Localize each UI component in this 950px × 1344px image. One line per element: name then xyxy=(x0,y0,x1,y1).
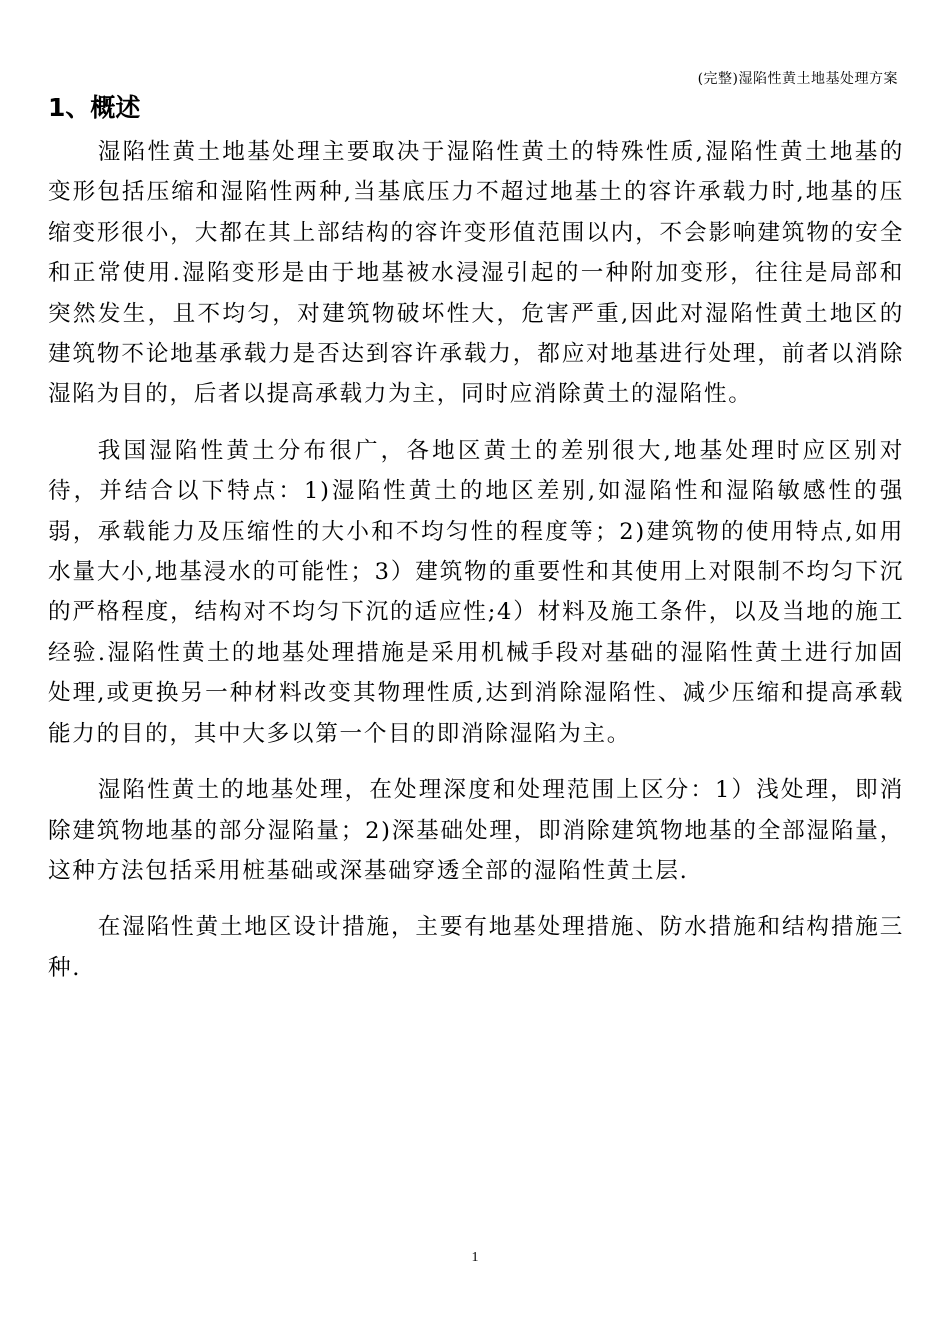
page-number: 1 xyxy=(471,1250,479,1265)
document-header: (完整)湿陷性黄土地基处理方案 xyxy=(697,71,898,87)
paragraph-distribution: 我国湿陷性黄土分布很广，各地区黄土的差别很大,地基处理时应区别对待，并结合以下特点：1)湿陷性黄土的地区差别,如湿陷性和湿陷敏感性的强弱，承载能力及压缩性的大小和不均匀性的程度等；2)建筑物的使用特点,如用水量大小,地基浸水的可能性；3）建筑物的重要性和其使用上对限制不均匀下沉的严格程度，结构对不均匀下沉的适应性;4）材料及施工条件，以及当地的施工经验.湿陷性黄土的地基处理措施是采用机械手段对基础的湿陷性黄土进行加固处理,或更换另一种材料改变其物理性质,达到消除湿陷性、减少压缩和提高承载能力的目的，其中大多以第一个目的即消除湿陷为主。 xyxy=(48,437,904,747)
paragraph-design-measures: 在湿陷性黄土地区设计措施，主要有地基处理措施、防水措施和结构措施三种. xyxy=(48,914,904,981)
paragraph-treatment-depth: 湿陷性黄土的地基处理，在处理深度和处理范围上区分：1）浅处理，即消除建筑物地基的部分湿陷量；2)深基础处理，即消除建筑物地基的全部湿陷量，这种方法包括采用桩基础或深基础穿透全部的湿陷性黄土层. xyxy=(48,777,904,884)
body-text xyxy=(48,132,904,1004)
paragraph-overview: 湿陷性黄土地基处理主要取决于湿陷性黄土的特殊性质,湿陷性黄土地基的变形包括压缩和湿陷性两种,当基底压力不超过地基土的容许承载力时,地基的压缩变形很小，大都在其上部结构的容许变形值范围以内，不会影响建筑物的安全和正常使用.湿陷变形是由于地基被水浸湿引起的一种附加变形，往往是局部和突然发生，且不均匀，对建筑物破坏性大，危害严重,因此对湿陷性黄土地区的建筑物不论地基承载力是否达到容许承载力，都应对地基进行处理，前者以消除湿陷为目的，后者以提高承载力为主，同时应消除黄土的湿陷性。 xyxy=(48,139,904,408)
section-title: 1、概述 xyxy=(48,93,141,122)
